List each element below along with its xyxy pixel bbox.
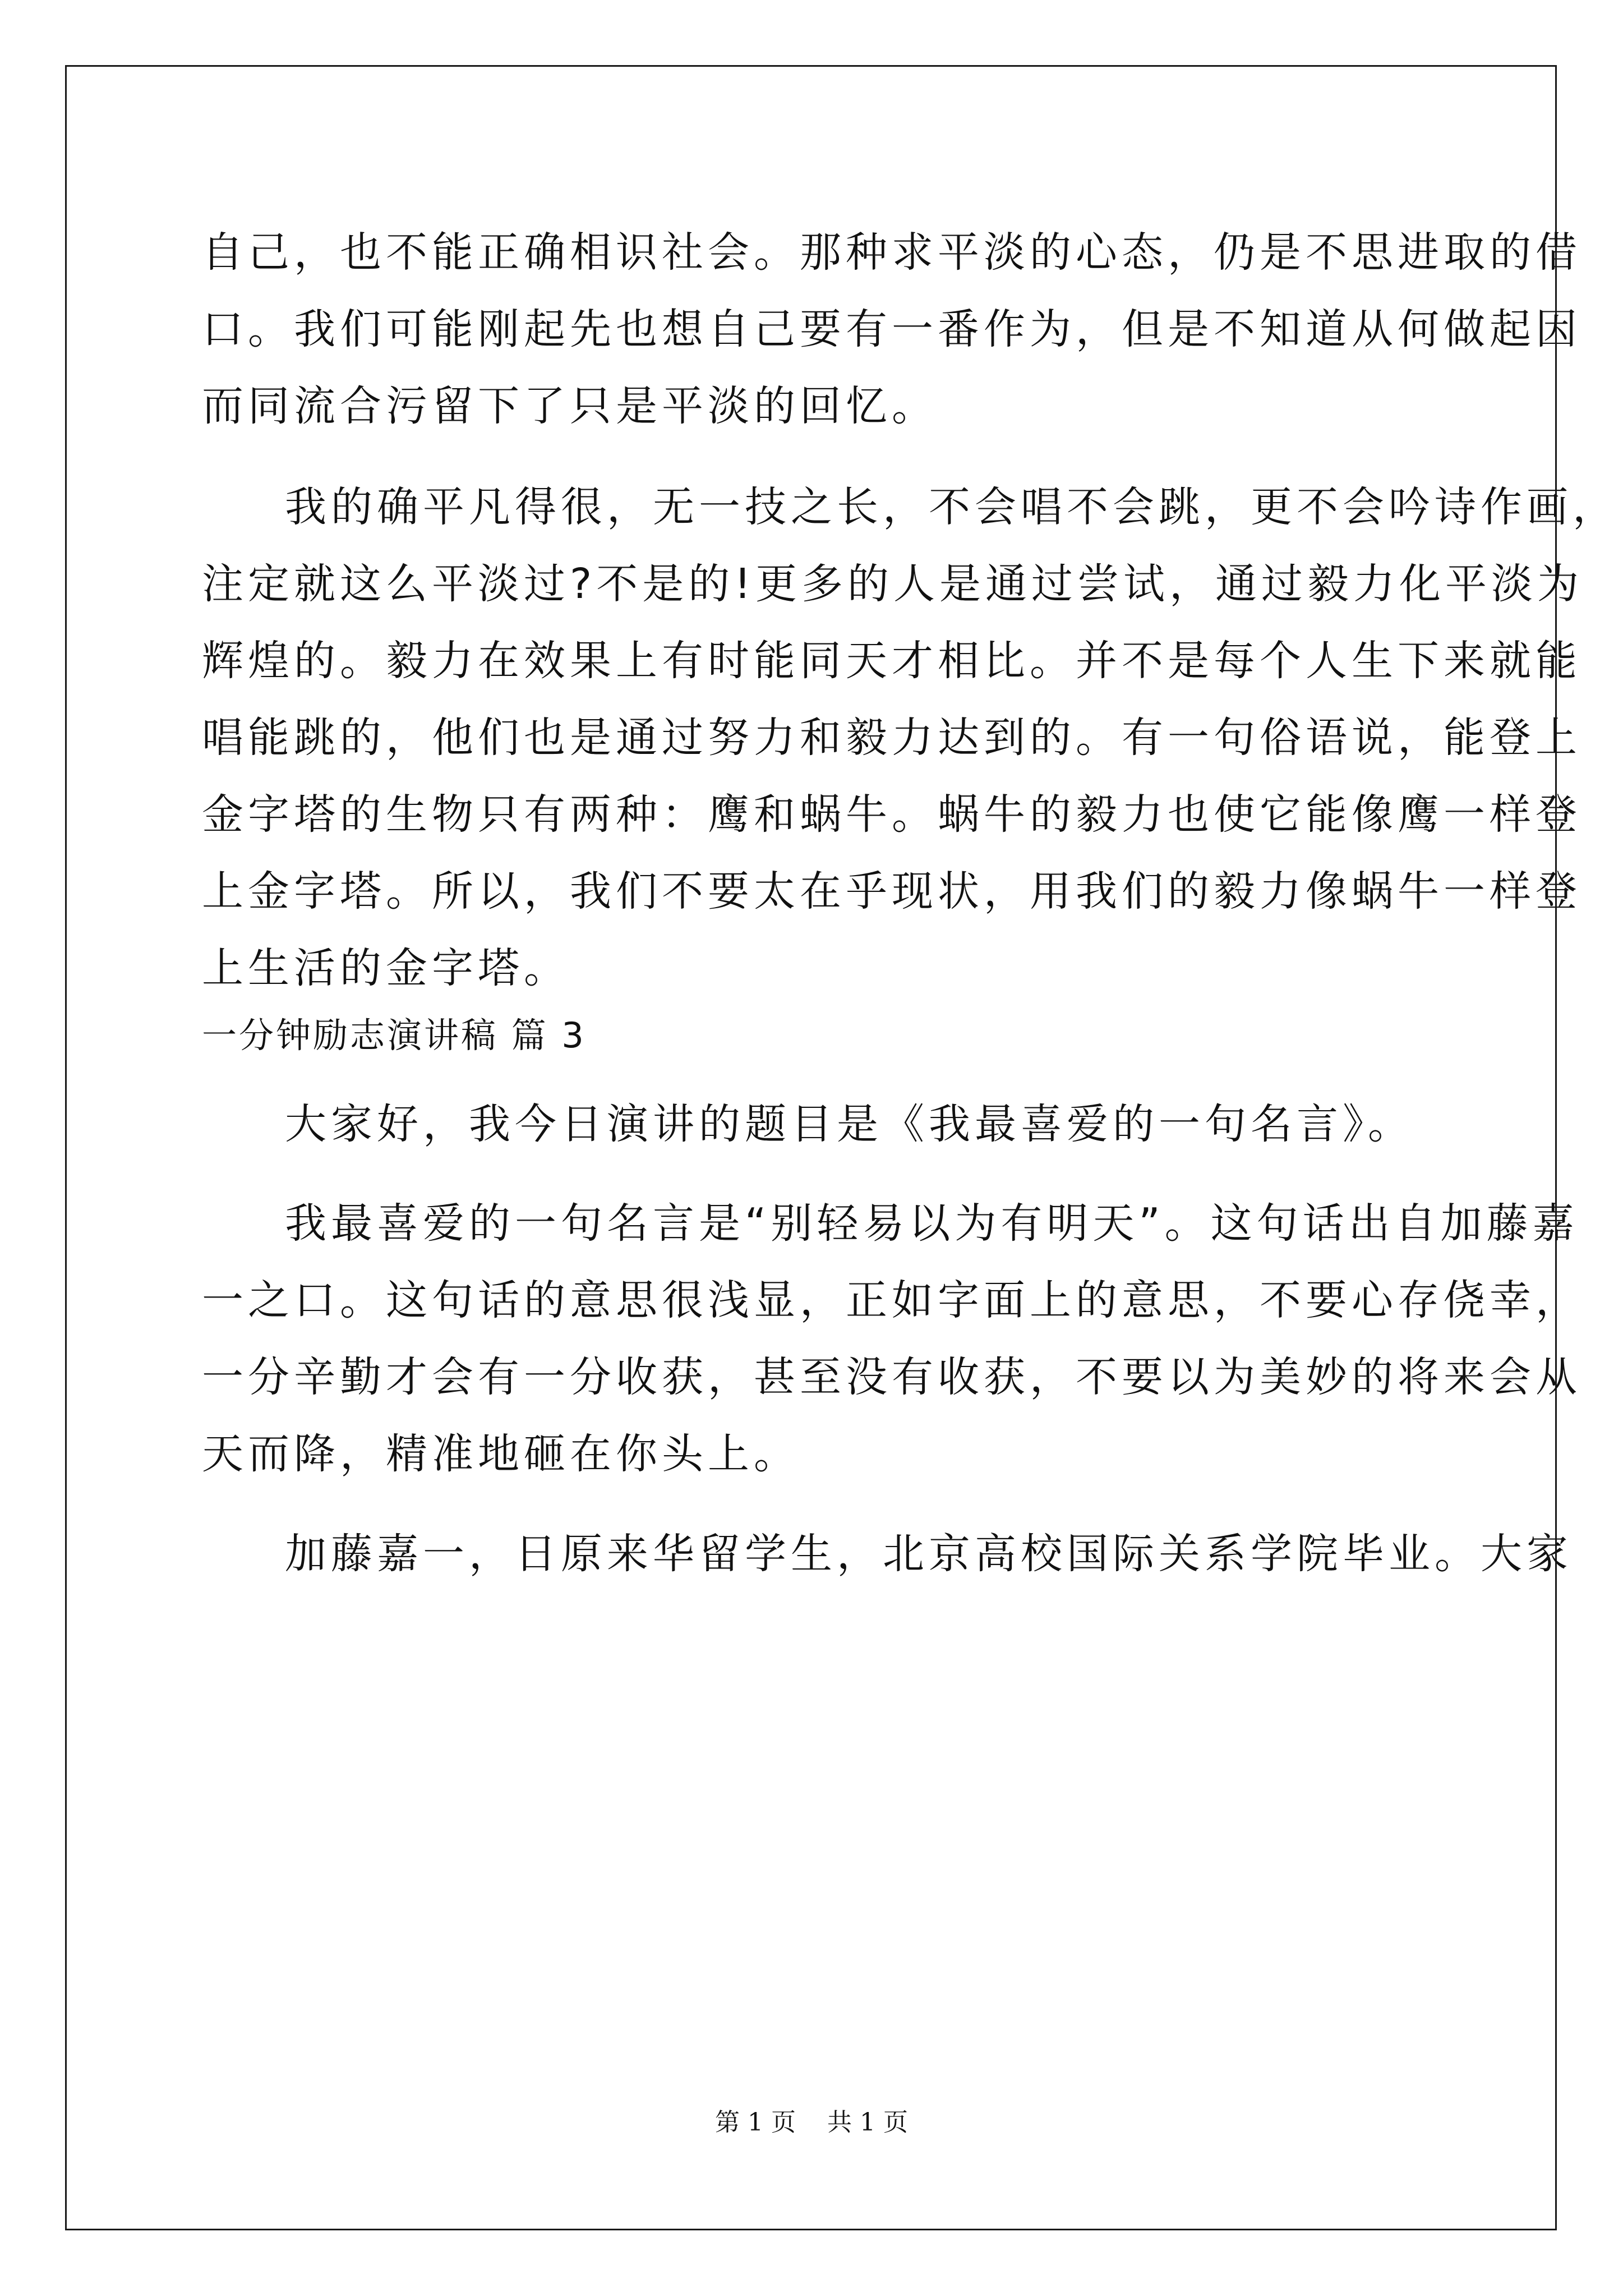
paragraph-line: 大家好，我今日演讲的题目是《我最喜爱的一句名言》。 <box>285 1100 1414 1148</box>
paragraph-line: 自己，也不能正确相识社会。那种求平淡的心态，仍是不思进取的借 <box>202 228 1581 277</box>
paragraph-line: 一之口。这句话的意思很浅显，正如字面上的意思，不要心存侥幸， <box>202 1276 1581 1324</box>
paragraph-line: 而同流合污留下了只是平淡的回忆。 <box>202 382 938 430</box>
paragraph-line: 上金字塔。所以，我们不要太在乎现状，用我们的毅力像蜗牛一样登 <box>202 867 1581 915</box>
page-number: 第 1 页 <box>715 2108 796 2137</box>
paragraph-line: 唱能跳的，他们也是通过努力和毅力达到的。有一句俗语说，能登上 <box>202 714 1581 762</box>
paragraph-line: 辉煌的。毅力在效果上有时能同天才相比。并不是每个人生下来就能 <box>202 637 1581 685</box>
paragraph-line: 我的确平凡得很，无一技之长，不会唱不会跳，更不会吟诗作画， <box>285 483 1619 531</box>
paragraph-line: 上生活的金字塔。 <box>202 944 570 992</box>
paragraph-line: 一分辛勤才会有一分收获，甚至没有收获，不要以为美妙的将来会从 <box>202 1353 1581 1401</box>
paragraph-line: 我最喜爱的一句名言是“别轻易以为有明天”。这句话出自加藤嘉 <box>285 1199 1579 1248</box>
page-total: 共 1 页 <box>827 2108 908 2137</box>
paragraph-line: 注定就这么平淡过?不是的!更多的人是通过尝试，通过毅力化平淡为 <box>202 560 1583 608</box>
paragraph-line: 金字塔的生物只有两种：鹰和蜗牛。蜗牛的毅力也使它能像鹰一样登 <box>202 790 1581 839</box>
paragraph-line: 加藤嘉一，日原来华留学生，北京高校国际关系学院毕业。大家 <box>285 1530 1573 1578</box>
section-heading: 一分钟励志演讲稿 篇 3 <box>202 1015 586 1056</box>
page-footer <box>0 2106 1623 2139</box>
paragraph-line: 口。我们可能刚起先也想自己要有一番作为，但是不知道从何做起因 <box>202 305 1581 353</box>
paragraph-line: 天而降，精准地砸在你头上。 <box>202 1430 800 1478</box>
